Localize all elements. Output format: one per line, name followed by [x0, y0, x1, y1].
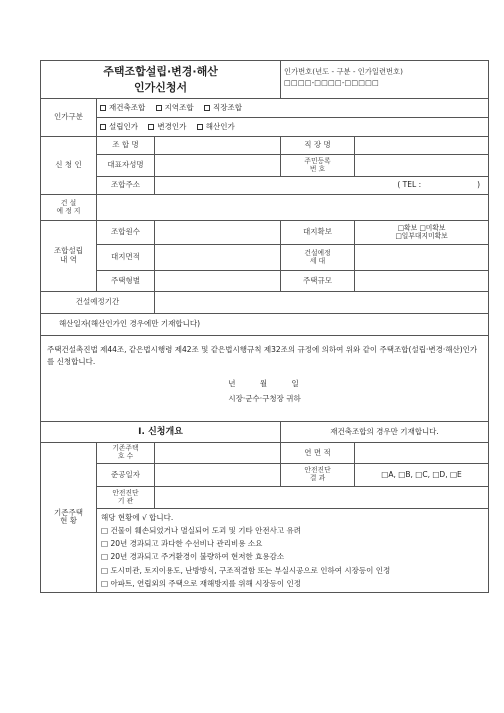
land-label: 대지확보	[281, 221, 355, 245]
completion-field[interactable]	[155, 464, 281, 487]
conditions-instruction: 해당 현황에 √ 합니다.	[101, 513, 174, 522]
application-form	[40, 60, 488, 593]
option-dissolve[interactable]: 해산인가	[197, 123, 235, 132]
checkbox-icon[interactable]	[148, 124, 154, 130]
rep-name-field[interactable]	[155, 155, 281, 177]
condition-item[interactable]: □ 아파트, 연립외의 주택으로 재해방지를 위해 시장등이 인정	[101, 578, 302, 588]
land-partial[interactable]: □일부대지미확보	[395, 231, 448, 240]
period-label: 건설예정기간	[41, 292, 155, 314]
option-workplace[interactable]: 직장조합	[204, 104, 242, 113]
permit-number-boxes: □□□□-□□□□-□□□□□	[284, 77, 379, 87]
option-regional[interactable]: 지역조합	[156, 104, 194, 113]
house-scale-field[interactable]	[355, 271, 489, 292]
site-area-label: 대지면적	[97, 245, 155, 271]
address-label: 조합주소	[97, 177, 155, 195]
dissolve-date-label: 해산일자(해산인가인 경우에만 기재합니다)	[59, 319, 201, 329]
conditions-list	[97, 509, 489, 593]
permit-number-cell[interactable]	[281, 61, 489, 99]
option-establish[interactable]: 설립인가	[100, 123, 138, 132]
planned-units-field[interactable]	[355, 245, 489, 271]
floor-area-field[interactable]	[355, 443, 489, 464]
house-count-field[interactable]	[155, 443, 281, 464]
safety-result-label: 안전진단 결 과	[281, 464, 355, 487]
option-reconstruction[interactable]: 재건축조합	[100, 104, 145, 113]
period-field[interactable]	[155, 292, 489, 314]
form-title	[41, 61, 281, 99]
permit-number-label: 인가번호(년도 - 구분 - 인가일련번호)	[284, 67, 403, 76]
checkbox-icon[interactable]	[156, 105, 162, 111]
house-type-field[interactable]	[155, 271, 281, 292]
union-name-label: 조 합 명	[97, 137, 155, 155]
condition-item[interactable]: □ 20년 경과되고 과다한 수선비나 관리비용 소요	[101, 539, 263, 549]
safety-agency-field[interactable]	[155, 487, 489, 509]
safety-agency-label: 안전진단 기 관	[97, 487, 155, 509]
form-title-line1: 주택조합설립·변경·해산	[103, 64, 218, 78]
site-area-field[interactable]	[155, 245, 281, 271]
completion-label: 준공일자	[97, 464, 155, 487]
statement-text: 주택건설촉진법 제44조, 같은법시행령 제42조 및 같은법시행규칙 제32조의 규정에 의하여 위와 같이 주택조합(설립·변경·해산)인가를 신청합니다.	[47, 345, 478, 366]
statement-date: 년 월 일	[228, 379, 301, 388]
members-field[interactable]	[155, 221, 281, 245]
house-type-label: 주택형별	[97, 271, 155, 292]
form-title-line2: 인가신청서	[133, 80, 188, 94]
tel-label: ( TEL :	[397, 180, 422, 190]
application-statement	[41, 336, 489, 422]
planned-units-label: 건설예정 세 대	[281, 245, 355, 271]
rep-name-label: 대표자성명	[97, 155, 155, 177]
checkbox-icon[interactable]	[100, 124, 106, 130]
checkbox-icon[interactable]	[197, 124, 203, 130]
rrn-field[interactable]	[355, 155, 489, 177]
tel-close: )	[477, 180, 481, 190]
applicant-label: 신 청 인	[41, 137, 97, 195]
checkbox-icon[interactable]	[204, 105, 210, 111]
land-options[interactable]	[355, 221, 489, 245]
permit-type-label: 인가구분	[41, 99, 97, 137]
house-count-label: 기존주택 호 수	[97, 443, 155, 464]
members-label: 조합원수	[97, 221, 155, 245]
land-unsecured[interactable]: □미확보	[419, 223, 446, 232]
workplace-field[interactable]	[355, 137, 489, 155]
statement-recipient: 시장·군수·구청장 귀하	[228, 394, 301, 403]
build-site-field[interactable]	[97, 195, 489, 221]
permit-type-row2	[97, 118, 489, 137]
form-table	[40, 60, 489, 593]
safety-grades[interactable]: □A, □B, □C, □D, □E	[355, 464, 489, 487]
section1-note: 재건축조합의 경우만 기재합니다.	[281, 422, 489, 443]
dissolve-date-row[interactable]	[41, 314, 489, 336]
union-name-field[interactable]	[155, 137, 281, 155]
address-field[interactable]	[155, 177, 489, 195]
workplace-label: 직 장 명	[281, 137, 355, 155]
condition-item[interactable]: □ 20년 경과되고 주거환경이 불량하여 현저한 효용감소	[101, 552, 285, 562]
condition-item[interactable]: □ 건물이 훼손되었거나 멸실되어 도괴 및 기타 안전사고 유려	[101, 526, 302, 536]
option-change[interactable]: 변경인가	[148, 123, 186, 132]
condition-item[interactable]: □ 도시미관, 토지이용도, 난방방식, 구조적결함 또는 부실시공으로 인하여 시장등이 인정	[101, 565, 391, 575]
rrn-label: 주민등록 번 호	[281, 155, 355, 177]
checkbox-icon[interactable]	[100, 105, 106, 111]
existing-label: 기존주택 현 황	[41, 443, 97, 593]
permit-type-row1	[97, 99, 489, 118]
house-scale-label: 주택규모	[281, 271, 355, 292]
floor-area-label: 연 면 적	[281, 443, 355, 464]
land-secured[interactable]: □확보	[397, 223, 418, 232]
section1-title: Ⅰ. 신청개요	[41, 422, 281, 443]
build-site-label: 건 설 예 정 지	[41, 195, 97, 221]
contents-label: 조합설립 내 역	[41, 221, 97, 292]
